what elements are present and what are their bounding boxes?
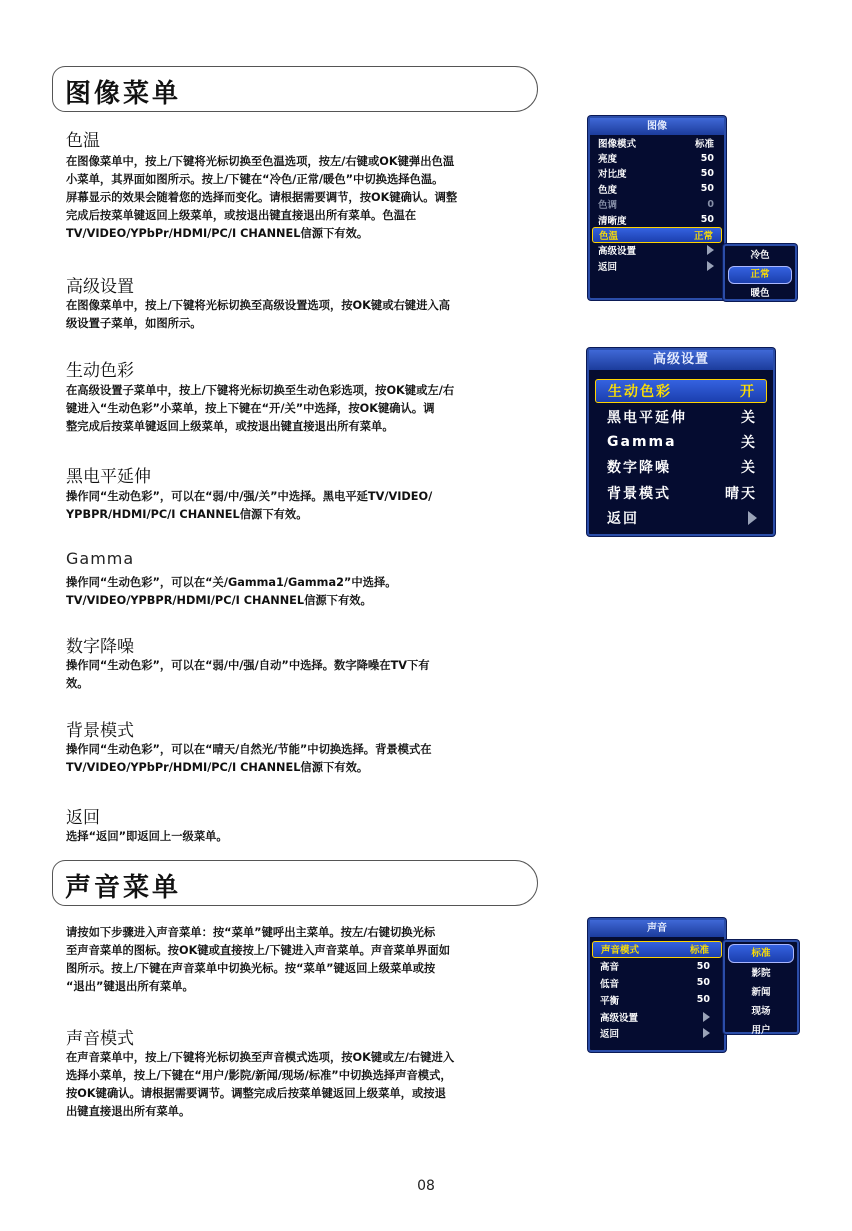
row-value: 标准 [689,945,709,957]
sound-menu-banner [52,860,538,906]
row-value: 晴天 [725,485,757,502]
bg-mode-heading: 背景模式 [66,721,134,741]
advanced-menu-osd [587,348,775,536]
text-line: 级设置子菜单，如图所示。 [66,317,202,330]
text-line: TV/VIDEO/YPbPr/HDMI/PC/I CHANNEL信源下有效。 [66,227,369,240]
menu-row-picture-mode[interactable] [592,135,722,150]
vivid-heading: 生动色彩 [66,361,134,381]
text-line: 按OK键确认。请根据需要调节。调整完成后按菜单键返回上级菜单，或按退 [66,1087,446,1100]
text-line: 在高级设置子菜单中，按上/下键将光标切换至生动色彩选项，按OK键或左/右 [66,384,455,397]
sound-mode-text [66,1049,544,1121]
advanced-text [66,297,544,333]
picture-menu-title: 图像 [590,118,724,135]
back-heading: 返回 [66,808,100,828]
text-line: “退出”键退出所有菜单。 [66,980,194,993]
row-value: 关 [741,460,757,477]
text-line: 图所示。按上/下键在声音菜单中切换光标。按“菜单”键返回上级菜单或按 [66,962,436,975]
text-line: 操作同“生动色彩”，可以在“弱/中/强/关”中选择。黑电平延TV/VIDEO/ [66,490,433,503]
row-label: 色度 [598,184,618,196]
color-temp-heading: 色温 [66,131,100,151]
row-value: 关 [741,434,757,451]
arrow-right-icon [748,511,757,525]
row-value: 50 [700,214,714,226]
row-label: 对比度 [598,169,627,181]
row-label: 黑电平延伸 [607,409,687,426]
row-value: 标准 [694,138,714,150]
row-value: 50 [700,152,714,164]
text-line: 整完成后按菜单键返回上级菜单，或按退出键直接退出所有菜单。 [66,420,394,433]
arrow-right-icon [707,245,714,255]
arrow-right-icon [703,1012,710,1022]
row-value: 50 [696,960,710,972]
text-line: TV/VIDEO/YPbPr/HDMI/PC/I CHANNEL信源下有效。 [66,761,369,774]
menu-row-saturation[interactable] [592,181,722,196]
menu-row-gamma[interactable] [595,430,767,454]
arrow-right-icon [703,1028,710,1038]
sound-intro-text [66,924,544,996]
text-line: 至声音菜单的图标。按OK键或直接按上/下键进入声音菜单。声音菜单界面如 [66,944,450,957]
text-line: 在图像菜单中，按上/下键将光标切换至高级设置选项，按OK键或右键进入高 [66,299,450,312]
row-label: 返回 [598,261,618,273]
menu-row-vivid-color[interactable] [595,379,767,403]
vivid-text [66,382,544,436]
row-label: 清晰度 [598,215,627,227]
row-label: 亮度 [598,154,618,166]
row-label: 高级设置 [600,1012,639,1024]
text-line: 效。 [66,677,89,690]
color-temp-option-warm[interactable]: 暖色 [750,288,770,299]
text-line: 请按如下步骤进入声音菜单：按“菜单”键呼出主菜单。按左/右键切换光标 [66,926,436,939]
row-value: 50 [700,183,714,195]
row-label: 色温 [599,231,619,243]
row-value: 开 [740,384,756,401]
menu-row-back[interactable] [592,258,722,273]
text-line: 在图像菜单中，按上/下键将光标切换至色温选项，按左/右键或OK键弹出色温 [66,155,455,168]
row-value: 正常 [693,231,713,243]
row-value: 50 [700,167,714,179]
sound-mode-option-user[interactable]: 用户 [751,1025,771,1036]
text-line: 出键直接退出所有菜单。 [66,1105,191,1118]
back-text [66,828,544,846]
row-label: 平衡 [600,995,620,1007]
color-temp-submenu [723,244,797,301]
page-number: 08 [417,1178,435,1194]
row-label: 图像模式 [598,138,637,150]
menu-row-bass[interactable] [592,975,722,992]
sound-mode-option-cinema[interactable]: 影院 [751,968,771,979]
menu-row-brightness[interactable] [592,150,722,165]
row-value: 50 [696,994,710,1006]
sound-menu-title: 声音菜单 [65,873,182,903]
bg-mode-text [66,741,544,777]
text-line: 屏幕显示的效果会随着您的选择而变化。请根据需要调节，按OK键确认。调整 [66,191,458,204]
menu-row-back[interactable] [595,506,767,530]
row-label: 声音模式 [601,945,640,957]
row-value: 关 [741,409,757,426]
dnr-heading: 数字降噪 [66,637,134,657]
text-line: 小菜单，其界面如图所示。按上/下键在“冷色/正常/暖色”中切换选择色温。 [66,173,444,186]
menu-row-balance[interactable] [592,991,722,1008]
arrow-right-icon [707,261,714,271]
text-line: TV/VIDEO/YPBPR/HDMI/PC/I CHANNEL信源下有效。 [66,594,372,607]
text-line: 操作同“生动色彩”，可以在“关/Gamma1/Gamma2”中选择。 [66,576,397,589]
row-label: 背景模式 [607,485,671,502]
menu-row-treble[interactable] [592,958,722,975]
text-line: 在声音菜单中，按上/下键将光标切换至声音模式选项，按OK键或左/右键进入 [66,1051,455,1064]
row-label: 色调 [598,200,618,212]
menu-row-color-temp[interactable] [592,227,722,242]
sound-mode-submenu [723,940,799,1034]
sound-mode-option-standard[interactable]: 标准 [728,944,794,963]
sound-mode-option-news[interactable]: 新闻 [751,987,771,998]
row-value: 50 [696,977,710,989]
sound-mode-heading: 声音模式 [66,1029,134,1049]
image-menu-banner [52,66,538,112]
text-line: 选择“返回”即返回上一级菜单。 [66,830,228,843]
menu-row-dnr[interactable] [595,455,767,479]
sound-mode-option-live[interactable]: 现场 [751,1006,771,1017]
menu-row-back[interactable] [592,1025,722,1042]
row-label: 生动色彩 [608,384,672,401]
sound-menu-osd-title: 声音 [590,920,724,937]
menu-row-sound-mode[interactable] [592,941,722,958]
text-line: 操作同“生动色彩”，可以在“弱/中/强/自动”中选择。数字降噪在TV下有 [66,659,430,672]
row-label: 返回 [607,511,639,528]
row-label: 高音 [600,962,620,974]
row-label: 低音 [600,978,620,990]
menu-row-hue [592,197,722,212]
black-ext-heading: 黑电平延伸 [66,467,151,487]
menu-row-contrast[interactable] [592,166,722,181]
advanced-heading: 高级设置 [66,277,134,297]
text-line: 键进入“生动色彩”小菜单，按上下键在“开/关”中选择，按OK键确认。调 [66,402,435,415]
menu-row-black-ext[interactable] [595,404,767,428]
sound-menu-osd [588,918,726,1052]
image-menu-title: 图像菜单 [65,79,182,109]
menu-row-sharpness[interactable] [592,212,722,227]
text-line: 操作同“生动色彩”，可以在“晴天/自然光/节能”中切换选择。背景模式在 [66,743,432,756]
menu-row-bg-mode[interactable] [595,481,767,505]
black-ext-text [66,488,544,524]
row-label: 高级设置 [598,246,637,258]
text-line: 完成后按菜单键返回上级菜单，或按退出键直接退出所有菜单。色温在 [66,209,417,222]
menu-row-advanced[interactable] [592,243,722,258]
text-line: YPBPR/HDMI/PC/I CHANNEL信源下有效。 [66,508,308,521]
row-label: Gamma [607,433,677,450]
color-temp-option-normal[interactable]: 正常 [728,266,792,284]
picture-menu-osd [588,116,726,300]
row-value: 0 [707,198,714,210]
color-temp-text [66,153,544,243]
menu-row-advanced[interactable] [592,1008,722,1025]
advanced-menu-title: 高级设置 [589,350,773,370]
row-label: 数字降噪 [607,460,671,477]
dnr-text [66,657,544,693]
gamma-text [66,574,544,610]
color-temp-option-cool[interactable]: 冷色 [750,250,770,261]
row-label: 返回 [600,1029,620,1041]
text-line: 选择小菜单，按上/下键在“用户/影院/新闻/现场/标准”中切换选择声音模式， [66,1069,452,1082]
gamma-heading: Gamma [66,549,135,568]
